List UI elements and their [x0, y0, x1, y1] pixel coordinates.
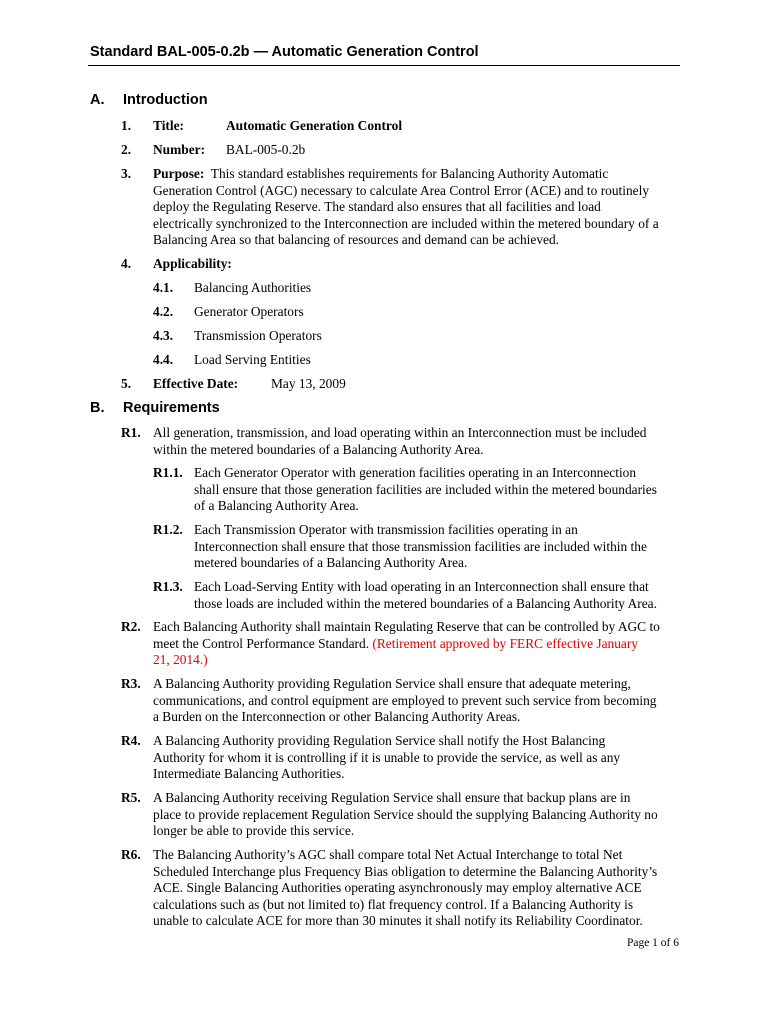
paragraph-line: electrically synchronized to the Interconnection are included within the metered boundary of a [153, 215, 659, 231]
paragraph-line: of a Balancing Authority Area. [194, 498, 359, 514]
requirement-number: R1.2. [153, 522, 183, 537]
subitem-number: 4.3. [153, 328, 174, 343]
paragraph-line: Balancing Area so that balancing of resources and demand can be achieved. [153, 232, 560, 248]
paragraph-line: unable to calculate ACE for more than 30 minutes it shall notify its Reliability Coordinator. [153, 913, 643, 929]
paragraph-line: Interconnection shall ensure that those transmission facilities are included within the [194, 538, 647, 554]
page-header-title: Standard BAL-005-0.2b — Automatic Generation Control [90, 44, 479, 60]
requirement-text [153, 676, 656, 726]
subitem-text: Generator Operators [194, 304, 304, 319]
paragraph-line: shall ensure that those generation facilities are included within the metered boundaries [194, 481, 657, 497]
requirement-text [153, 790, 658, 840]
paragraph-line: ACE. Single Balancing Authorities operating asynchronously may employ alternative ACE [153, 880, 642, 896]
requirement-number: R1. [121, 425, 141, 440]
requirement-number: R1.1. [153, 465, 183, 480]
item-value: BAL-005-0.2b [226, 142, 306, 157]
paragraph-line: Generation Control (AGC) necessary to calculate Area Control Error (ACE) and to routinely [153, 182, 650, 198]
paragraph-line: deploy the Regulating Reserve. The standard also ensures that all facilities and load [153, 199, 601, 215]
section-b-letter: B. [90, 400, 105, 416]
page-number: Page 1 of 6 [626, 937, 679, 949]
item-number: 1. [121, 118, 132, 133]
item-number: 5. [121, 376, 132, 391]
requirement-number: R5. [121, 790, 141, 805]
item-value: May 13, 2009 [271, 376, 346, 391]
requirement-text [194, 579, 657, 612]
paragraph-line: metered boundaries of a Balancing Authority Area. [194, 555, 468, 571]
requirement-number: R1.3. [153, 579, 183, 594]
requirement-text [153, 425, 646, 458]
paragraph-line: Each Load-Serving Entity with load operating in an Interconnection shall ensure that [194, 579, 649, 594]
paragraph-line: Each Generator Operator with generation facilities operating in an Interconnection [194, 465, 637, 480]
requirement-text [153, 619, 660, 669]
subitem-number: 4.4. [153, 352, 174, 367]
paragraph-line: A Balancing Authority receiving Regulation Service shall ensure that backup plans are in [153, 790, 631, 805]
subitem-text: Balancing Authorities [194, 280, 312, 295]
item-label: Title: [153, 118, 184, 133]
subitem-text: Transmission Operators [194, 328, 322, 343]
paragraph-line: Each Balancing Authority shall maintain Regulating Reserve that can be controlled by AGC to [153, 619, 660, 634]
paragraph-line: communications, and control equipment are employed to prevent such service from becoming [153, 692, 657, 708]
header-divider [88, 65, 680, 66]
requirement-text [194, 465, 657, 515]
paragraph-line [153, 636, 660, 653]
item-label: Applicability: [153, 256, 232, 271]
item-number: 3. [121, 166, 132, 181]
subitem-text: Load Serving Entities [194, 352, 311, 367]
paragraph-line: a Burden on the Interconnection or other Balancing Authority Areas. [153, 709, 521, 725]
text-run: meet the Control Performance Standard. [153, 635, 373, 651]
paragraph-line: A Balancing Authority providing Regulation Service shall ensure that adequate metering, [153, 676, 631, 691]
paragraph-line: calculations such as (but not limited to) flat frequency control. If a Balancing Authority is [153, 896, 634, 912]
section-a-letter: A. [90, 92, 105, 108]
requirement-number: R2. [121, 619, 141, 634]
paragraph-line: within the metered boundaries of a Balancing Authority Area. [153, 441, 484, 457]
requirement-number: R3. [121, 676, 141, 691]
paragraph-line: those loads are included within the metered boundaries of a Balancing Authority Area. [194, 595, 657, 611]
paragraph-line: Authority for whom it is controlling if it is unable to provide the service, as well as any [153, 749, 621, 765]
item-label: Number: [153, 142, 206, 157]
paragraph-line: The Balancing Authority’s AGC shall compare total Net Actual Interchange to total Net [153, 847, 623, 862]
purpose-paragraph [153, 166, 681, 249]
paragraph-line: This standard establishes requirements for Balancing Authority Automatic [210, 166, 609, 181]
item-label: Purpose: [153, 166, 205, 181]
retirement-note: (Retirement approved by FERC effective January [372, 635, 639, 651]
paragraph-line: Each Transmission Operator with transmission facilities operating in an [194, 522, 578, 537]
item-number: 2. [121, 142, 132, 157]
item-label: Effective Date: [153, 376, 239, 391]
paragraph-line: Scheduled Interchange plus Frequency Bias obligation to determine the Balancing Authority’s [153, 863, 658, 879]
item-number: 4. [121, 256, 132, 271]
requirement-number: R4. [121, 733, 141, 748]
item-value: Automatic Generation Control [226, 118, 403, 133]
requirement-text [153, 847, 657, 930]
subitem-number: 4.2. [153, 304, 174, 319]
paragraph-line: longer be able to provide this service. [153, 823, 355, 839]
section-b-title: Requirements [123, 400, 220, 416]
requirement-number: R6. [121, 847, 141, 862]
paragraph-line: A Balancing Authority providing Regulation Service shall notify the Host Balancing [153, 733, 606, 748]
section-a-title: Introduction [123, 92, 208, 108]
paragraph-line: All generation, transmission, and load operating within an Interconnection must be included [153, 425, 647, 440]
requirement-text [153, 733, 620, 783]
retirement-note: 21, 2014.) [153, 652, 208, 668]
paragraph-line: place to provide replacement Regulation Service should the supplying Balancing Authority no [153, 806, 658, 822]
subitem-number: 4.1. [153, 280, 174, 295]
requirement-text [194, 522, 647, 572]
paragraph-line: Intermediate Balancing Authorities. [153, 766, 345, 782]
